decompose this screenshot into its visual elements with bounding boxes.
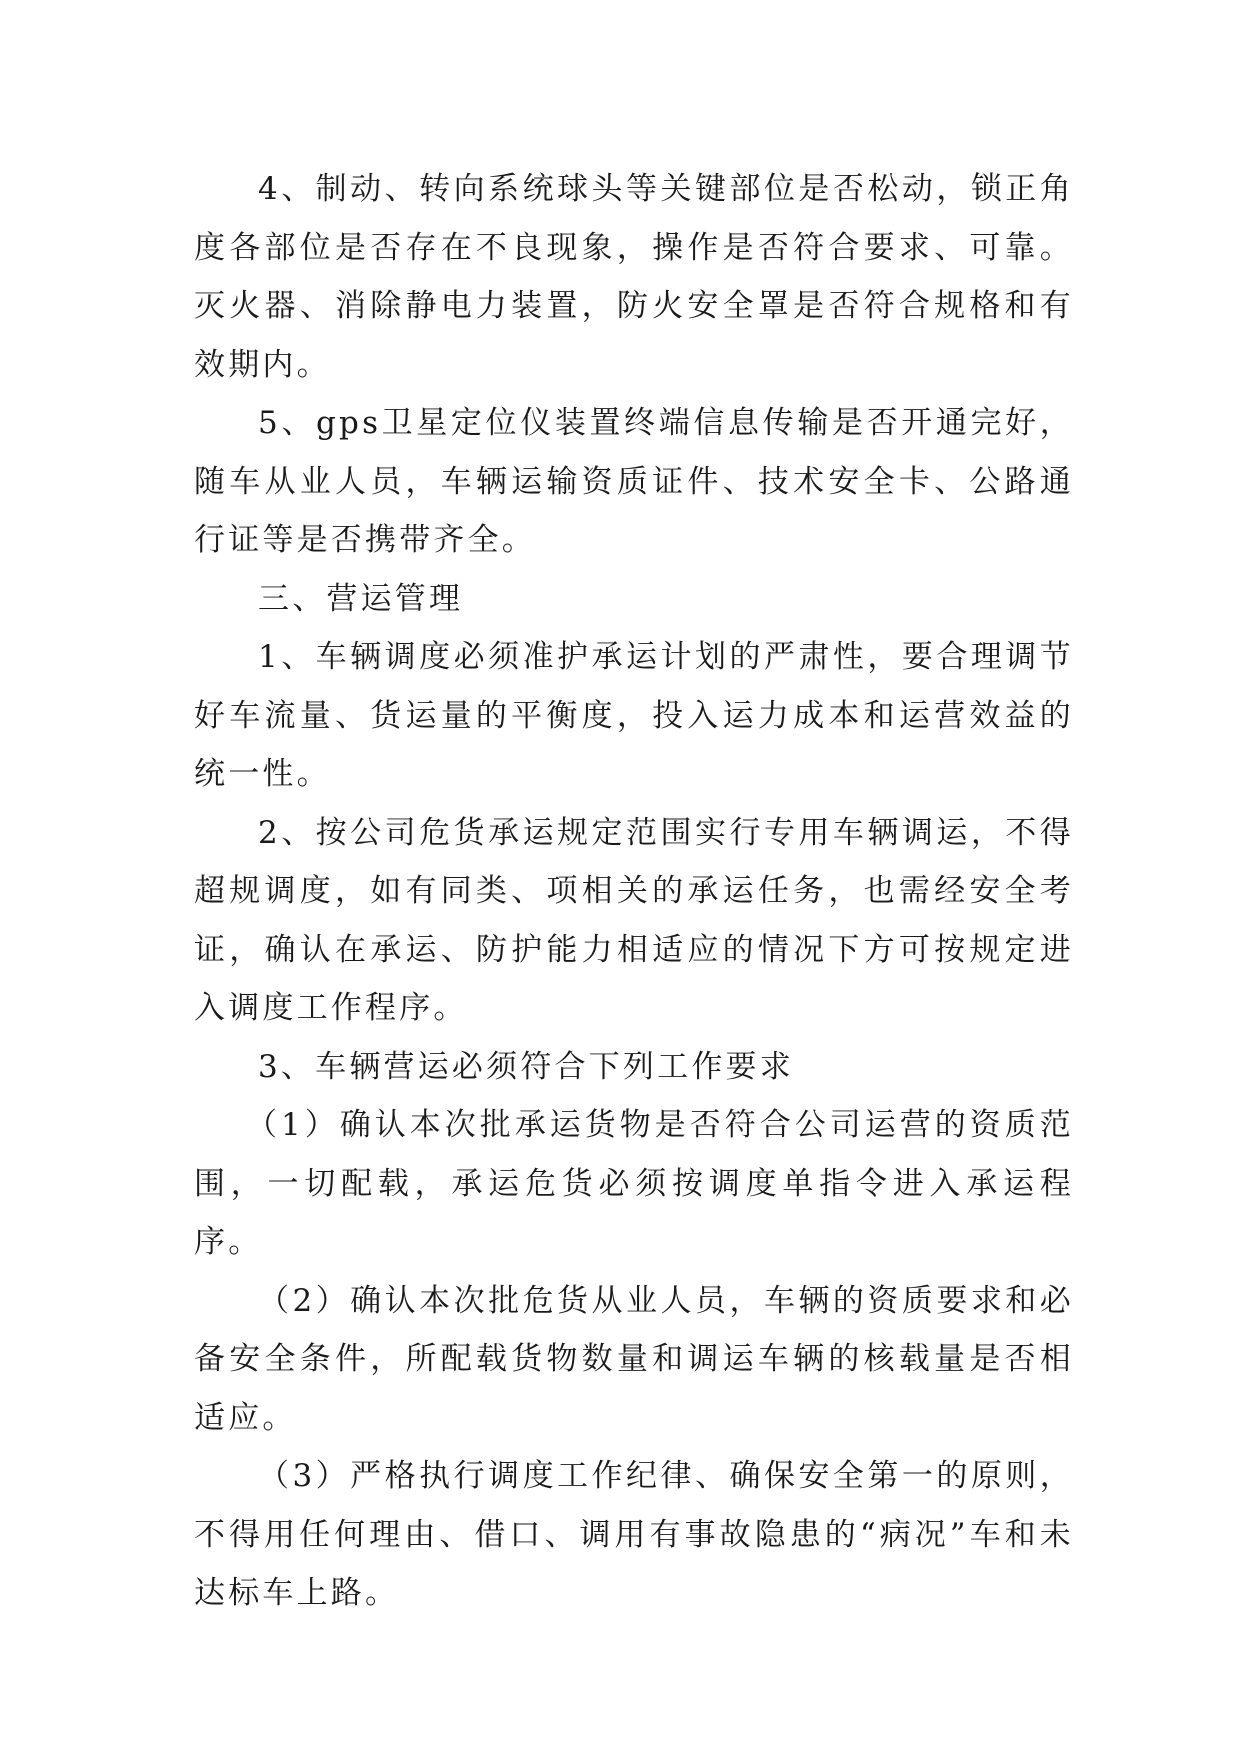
paragraph-item-2: 2、按公司危货承运规定范围实行专用车辆调运，不得超规调度，如有同类、项相关的承运任务，也需经安全考证，确认在承运、防护能力相适应的情况下方可按规定进入调度工作程序。 [194,814,1074,1026]
paragraph-item-4: 4、制动、转向系统球头等关键部位是否松动，锁正角度各部位是否存在不良现象，操作是否符合要求、可靠。灭火器、消除静电力装置，防火安全罩是否符合规格和有效期内。 [194,171,1074,383]
paragraph-item-1: 1、车辆调度必须准护承运计划的严肃性，要合理调节好车流量、货运量的平衡度，投入运力成本和运营效益的统一性。 [194,639,1074,792]
sub-item-2: （2）确认本次批危货从业人员，车辆的资质要求和必备安全条件，所配载货物数量和调运车辆的核载量是否相适应。 [194,1282,1074,1436]
sub-item-1: （1）确认本次批承运货物是否符合公司运营的资质范围，一切配载，承运危货必须按调度单指令进入承运程序。 [194,1107,1074,1260]
paragraph-item-5: 5、gps卫星定位仪装置终端信息传输是否开通完好，随车从业人员，车辆运输资质证件、技术安全卡、公路通行证等是否携带齐全。 [194,405,1074,558]
sub-item-3: （3）严格执行调度工作纪律、确保安全第一的原则，不得用任何理由、借口、调用有事故隐患的“病况”车和未达标车上路。 [194,1458,1074,1611]
paragraph-item-3: 3、车辆营运必须符合下列工作要求 [258,1048,794,1085]
document-body [194,160,1074,1623]
section-heading: 三、营运管理 [258,580,464,617]
